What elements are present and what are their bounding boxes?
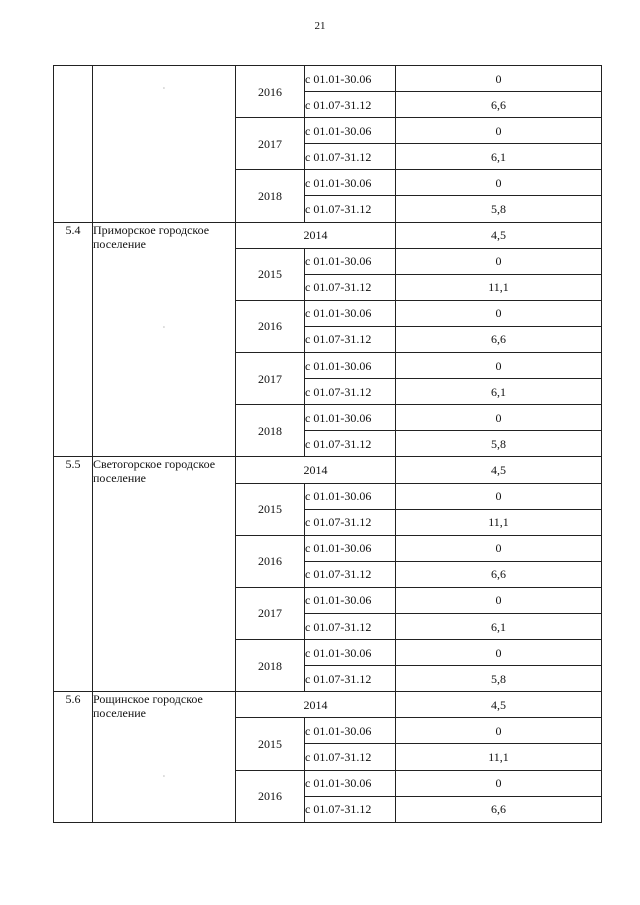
value-cell: 0 xyxy=(396,405,602,431)
municipality-name: Светогорское городское поселение xyxy=(93,457,236,692)
value-cell: 6,6 xyxy=(396,326,602,352)
period-cell: с 01.01-30.06 xyxy=(305,118,396,144)
period-cell: с 01.01-30.06 xyxy=(305,718,396,744)
period-cell: с 01.07-31.12 xyxy=(305,744,396,770)
value-cell: 5,8 xyxy=(396,196,602,222)
period-cell: с 01.01-30.06 xyxy=(305,770,396,796)
year-cell: 2017 xyxy=(236,353,305,405)
table-row xyxy=(54,222,602,248)
scan-speck: · xyxy=(162,84,166,93)
value-cell: 0 xyxy=(396,718,602,744)
municipality-name xyxy=(93,66,236,223)
year-cell: 2015 xyxy=(236,248,305,300)
value-cell: 6,1 xyxy=(396,144,602,170)
period-cell: с 01.01-30.06 xyxy=(305,640,396,666)
period-cell: с 01.07-31.12 xyxy=(305,379,396,405)
value-cell: 0 xyxy=(396,248,602,274)
value-cell: 0 xyxy=(396,770,602,796)
section-number: 5.6 xyxy=(54,692,93,822)
year-cell: 2016 xyxy=(236,535,305,587)
year-cell: 2017 xyxy=(236,118,305,170)
value-cell: 5,8 xyxy=(396,431,602,457)
year-cell: 2014 xyxy=(236,457,396,483)
period-cell: с 01.07-31.12 xyxy=(305,666,396,692)
year-cell: 2016 xyxy=(236,770,305,822)
value-cell: 0 xyxy=(396,66,602,92)
section-number: 5.4 xyxy=(54,222,93,457)
value-cell: 0 xyxy=(396,118,602,144)
year-cell: 2018 xyxy=(236,405,305,457)
value-cell: 0 xyxy=(396,300,602,326)
municipality-name: Рощинское городское поселение · xyxy=(93,692,236,822)
period-cell: с 01.01-30.06 xyxy=(305,66,396,92)
year-cell: 2014 xyxy=(236,222,396,248)
value-cell: 6,1 xyxy=(396,613,602,639)
year-cell: 2018 xyxy=(236,170,305,222)
page-number: 21 xyxy=(314,20,326,32)
period-cell: с 01.07-31.12 xyxy=(305,92,396,118)
tariff-table xyxy=(53,65,602,823)
value-cell: 6,6 xyxy=(396,92,602,118)
year-cell: 2015 xyxy=(236,718,305,770)
period-cell: с 01.07-31.12 xyxy=(305,326,396,352)
year-cell: 2015 xyxy=(236,483,305,535)
period-cell: с 01.07-31.12 xyxy=(305,561,396,587)
period-cell: с 01.01-30.06 xyxy=(305,170,396,196)
period-cell: с 01.07-31.12 xyxy=(305,274,396,300)
value-cell: 4,5 xyxy=(396,457,602,483)
tariff-table-body xyxy=(54,66,602,823)
year-cell: 2016 xyxy=(236,300,305,352)
year-cell: 2018 xyxy=(236,640,305,692)
scan-speck: · xyxy=(162,322,166,332)
value-cell: 0 xyxy=(396,353,602,379)
section-number: 5.5 xyxy=(54,457,93,692)
period-cell: с 01.07-31.12 xyxy=(305,431,396,457)
value-cell: 11,1 xyxy=(396,744,602,770)
scan-speck: · xyxy=(162,772,166,782)
period-cell: с 01.01-30.06 xyxy=(305,353,396,379)
value-cell: 0 xyxy=(396,170,602,196)
table-row xyxy=(54,692,602,718)
value-cell: 0 xyxy=(396,587,602,613)
year-cell: 2016 xyxy=(236,66,305,118)
period-cell: с 01.01-30.06 xyxy=(305,535,396,561)
table-row xyxy=(54,457,602,483)
value-cell: 0 xyxy=(396,483,602,509)
value-cell: 0 xyxy=(396,640,602,666)
municipality-name: Приморское городское поселение · xyxy=(93,222,236,457)
period-cell: с 01.07-31.12 xyxy=(305,509,396,535)
value-cell: 4,5 xyxy=(396,222,602,248)
section-number xyxy=(54,66,93,223)
period-cell: с 01.07-31.12 xyxy=(305,613,396,639)
value-cell: 11,1 xyxy=(396,274,602,300)
table-row xyxy=(54,66,602,92)
period-cell: с 01.01-30.06 xyxy=(305,587,396,613)
period-cell: с 01.01-30.06 xyxy=(305,483,396,509)
period-cell: с 01.01-30.06 xyxy=(305,300,396,326)
period-cell: с 01.07-31.12 xyxy=(305,144,396,170)
value-cell: 6,1 xyxy=(396,379,602,405)
value-cell: 6,6 xyxy=(396,796,602,822)
period-cell: с 01.07-31.12 xyxy=(305,796,396,822)
year-cell: 2017 xyxy=(236,587,305,639)
period-cell: с 01.01-30.06 xyxy=(305,248,396,274)
value-cell: 6,6 xyxy=(396,561,602,587)
year-cell: 2014 xyxy=(236,692,396,718)
value-cell: 0 xyxy=(396,535,602,561)
value-cell: 5,8 xyxy=(396,666,602,692)
value-cell: 4,5 xyxy=(396,692,602,718)
period-cell: с 01.01-30.06 xyxy=(305,405,396,431)
period-cell: с 01.07-31.12 xyxy=(305,196,396,222)
value-cell: 11,1 xyxy=(396,509,602,535)
